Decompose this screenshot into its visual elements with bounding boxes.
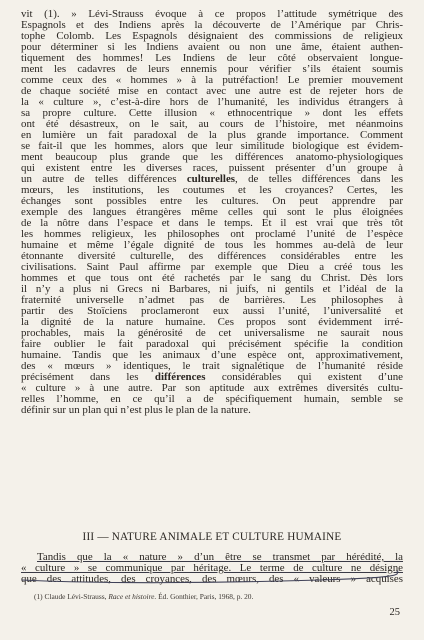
text-line: humaine. Tandis que les animaux d’une espèce ont, approximativement, xyxy=(21,349,403,361)
underlined-line: Tandis que la « nature » d’un être se transmet par hérédité, la xyxy=(37,551,403,563)
footnote xyxy=(34,592,404,601)
text-line: qui existent entre les diverses races, puissent présenter d’un groupe à xyxy=(21,162,403,174)
text-line: mœurs, les institutions, les coutumes et les croyances? Certes, les xyxy=(21,184,403,196)
text-line: ment les cadavres de leurs ennemis pour vérifier s’ils étaient soumis xyxy=(21,63,403,75)
text-line: fraternité universelle n’admet pas de barrières. Les philosophes à xyxy=(21,294,403,306)
text-segment: considérables qui existent d’une xyxy=(205,371,404,383)
text-line: la dignité de la nature humaine. Ces propos sont évidemment irré- xyxy=(21,316,403,328)
underlined-line: « culture » se communique par héritage. Le terme de culture ne désigne xyxy=(21,562,403,574)
text-segment: un autre de telles différences xyxy=(21,173,187,185)
text-line: il n’y a plus ni Grecs ni Barbares, ni juifs, ni gentils et l’idéal de la xyxy=(21,283,403,295)
text-line: Espagnols et des Indiens après la découverte de l’Amérique par Chris- xyxy=(21,19,403,31)
section-heading: III — NATURE ANIMALE ET CULTURE HUMAINE xyxy=(82,531,342,543)
text-line: que des attitudes, des croyances, des mœurs, des « valeurs » acquises xyxy=(21,573,403,585)
text-line: la « culture », c’est-à-dire hors de l’humanité, les individus étrangers à xyxy=(21,96,403,108)
text-line: de la nôtre dans l’espace et dans le temps. Et il est vrai que très tôt xyxy=(21,217,403,229)
text-line: sa propre culture. Cette illusion « ethnocentrique » dont les effets xyxy=(21,107,403,119)
text-line: tophe Colomb. Les Espagnols désignaient des commissions de religieux xyxy=(21,30,403,42)
text-line: tiquement des hommes! Les Indiens de leur côté observaient longue- xyxy=(21,52,403,64)
emphasized-word: culturelles xyxy=(186,173,236,185)
footnote-title: Race et histoire. xyxy=(108,592,157,601)
text-line: prochables, mais la générosité de cet universalisme ne saurait nous xyxy=(21,327,403,339)
text-line: comme ceux des « hommes » à la putréfaction! Le premier mouvement xyxy=(21,74,403,86)
text-line: de chaque société mise en contact avec une autre est de rejeter hors de xyxy=(21,85,403,97)
text-line: se fait-il que les hommes, alors que leur similitude biologique est évidem- xyxy=(21,140,403,152)
text-segment: précisément dans les xyxy=(21,371,155,383)
text-segment: , de telles différences dans les xyxy=(235,173,403,185)
text-line: ment beaucoup plus grande que les différences anatomo-physiologiques xyxy=(21,151,403,163)
text-line: partir des Stoïciens proclameront eux aussi l’unité, l’universalité et xyxy=(21,305,403,317)
text-line: vit (1). » Lévi-Strauss évoque à ce propos l’attitude symétrique des xyxy=(21,8,403,20)
text-line: humaine et même l’égale dignité de tous les hommes au-delà de leur xyxy=(21,239,403,251)
text-line: les hommes religieux, les philosophes ont proclamé l’unité de l’espèce xyxy=(21,228,403,240)
emphasized-word: différences xyxy=(154,371,206,383)
text-line: définir sur un plan qui n’est plus le plan de la nature. xyxy=(21,404,251,416)
main-paragraph xyxy=(21,9,403,416)
text-line: ont été désastreux, on le sait, au cours de l’histoire, met néanmoins xyxy=(21,118,403,130)
text-line: étonnante diversité culturelle, des différences considérables entre les xyxy=(21,250,403,262)
footnote-author: Claude Lévi-Strauss, xyxy=(44,592,107,601)
text-line: exemple des langues étrangères même celles qui sont le plus éloignées xyxy=(21,206,403,218)
text-line: civilisations. Saint Paul affirme par exemple que Dieu a créé tous les xyxy=(21,261,403,273)
text-line: en lumière un fait paradoxal de la plus grande importance. Comment xyxy=(21,129,403,141)
page-number: 25 xyxy=(389,607,400,618)
text-line: pour déterminer si les Indiens avaient ou non une âme, étaient authen- xyxy=(21,41,403,53)
text-line: faire oublier le fait paradoxal qui précisément spécifie la condition xyxy=(21,338,403,350)
text-line: des « mœurs » identiques, le trait signalétique de l’humanité réside xyxy=(21,360,403,372)
text-line: « culture » à une autre. Par son aptitude aux extrêmes diversités cultu- xyxy=(21,382,403,394)
text-line: relles l’homme, en ce qu’il a de spécifiquement humain, semble se xyxy=(21,393,403,405)
text-line: hommes et que tous ont été rachetés par le sang du Christ. Dès lors xyxy=(21,272,403,284)
footnote-publisher: Éd. Gonthier, Paris, 1968, p. 20. xyxy=(158,592,254,601)
footnote-number: (1) xyxy=(34,592,43,601)
text-line: échanges sont possibles entre les cultures. On peut apprendre par xyxy=(21,195,403,207)
pen-underline-mark xyxy=(20,568,400,584)
